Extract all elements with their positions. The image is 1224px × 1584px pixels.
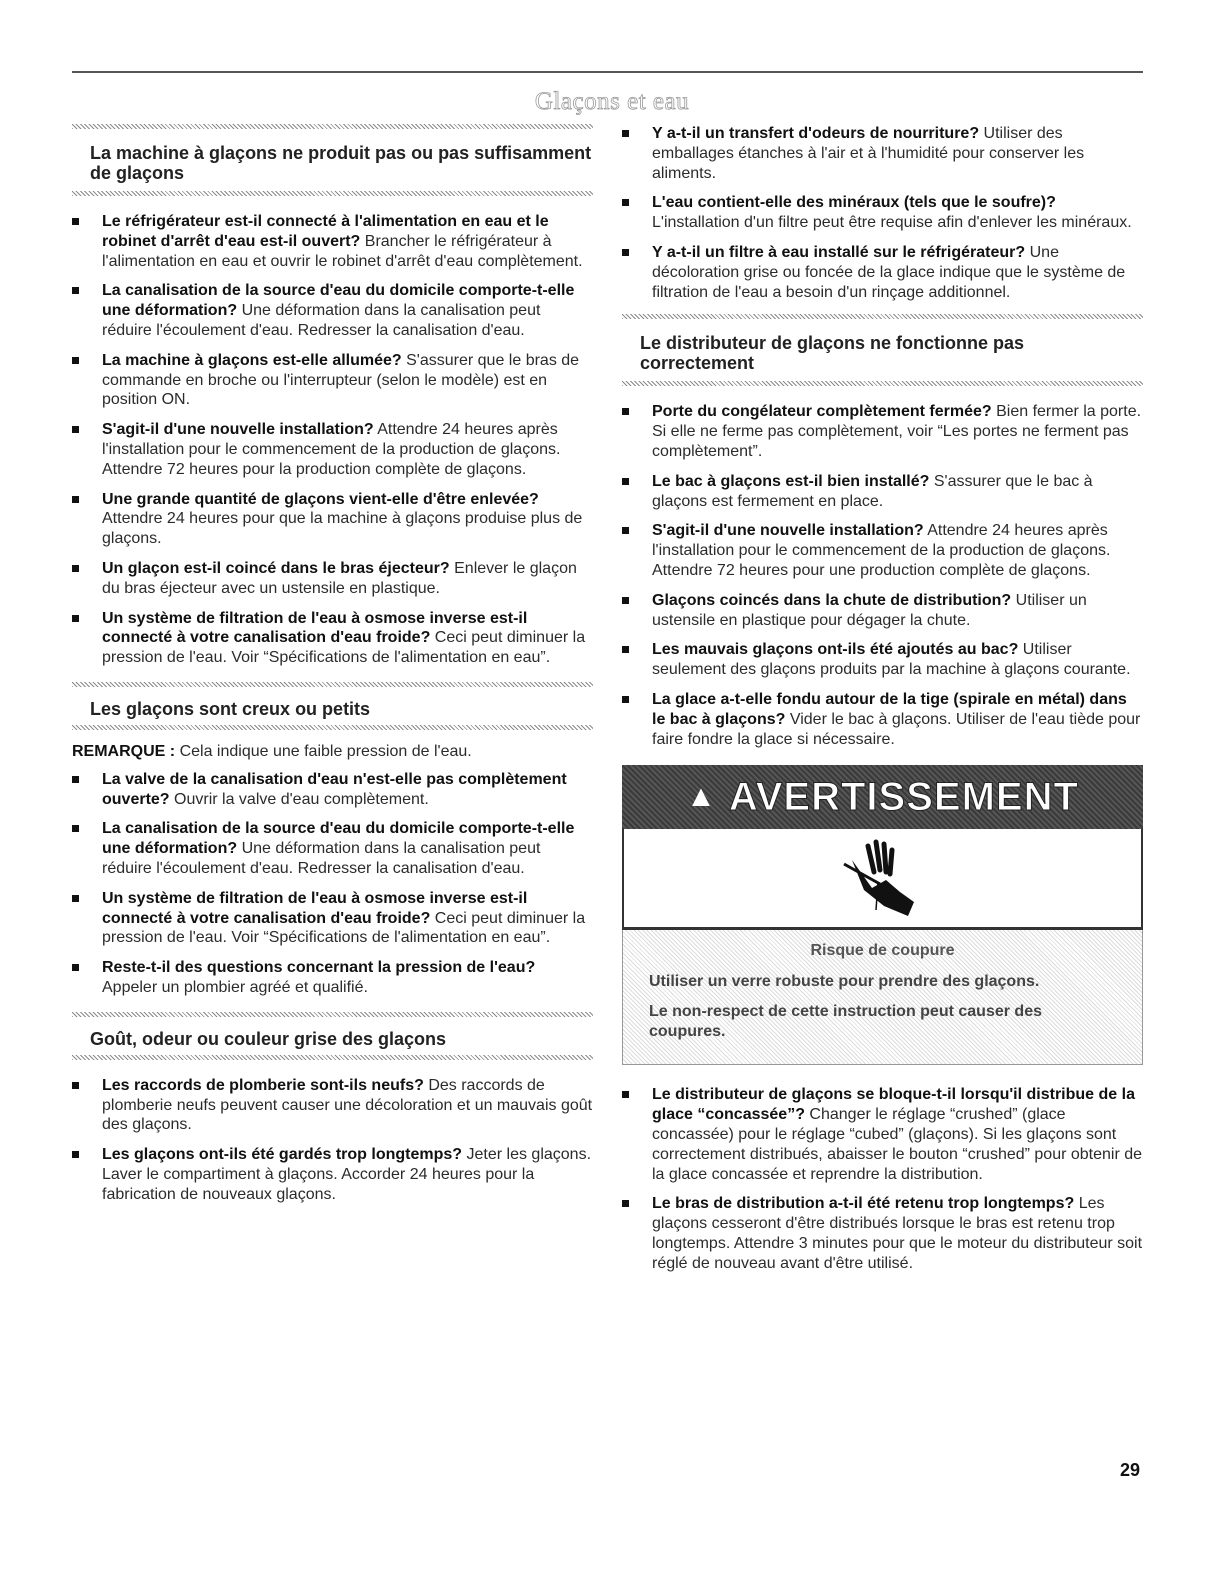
warning-header: ▲ AVERTISSEMENT [622, 765, 1143, 829]
right-column [622, 124, 1143, 1284]
list-item: Les glaçons ont-ils été gardés trop longtemps? Jeter les glaçons. Laver le compartiment à glaçons. Accorder 24 heures pour la fabrication de nouveaux glaçons. [72, 1145, 593, 1204]
list-item: La canalisation de la source d'eau du domicile comporte-t-elle une déformation? Une déformation dans la canalisation peut réduire l'écoulement d'eau. Redresser la canalisation d'eau. [72, 819, 593, 878]
warning-line: Le non-respect de cette instruction peut causer des coupures. [649, 1003, 1042, 1041]
list-item: La valve de la canalisation d'eau n'est-elle pas complètement ouverte? Ouvrir la valve d'eau complètement. [72, 770, 593, 810]
warning-line: Utiliser un verre robuste pour prendre des glaçons. [649, 973, 1040, 991]
dispenser-list-continued [622, 1085, 1143, 1273]
list-item: La glace a-t-elle fondu autour de la tige (spirale en métal) dans le bac à glaçons? Vider le bac à glaçons. Utiliser de l'eau tiède pour faire fondre la glace si nécessaire. [622, 690, 1143, 749]
list-item: Reste-t-il des questions concernant la pression de l'eau? Appeler un plombier agréé et qualifié. [72, 958, 593, 998]
list-item: La machine à glaçons est-elle allumée? S'assurer que le bras de commande en broche ou l'interrupteur (selon le modèle) est en position ON. [72, 351, 593, 410]
hollow-ice-list [72, 770, 593, 998]
list-item: Y a-t-il un filtre à eau installé sur le réfrigérateur? Une décoloration grise ou foncée de la glace indique que le système de filtration de l'eau a besoin d'un rinçage additionnel. [622, 243, 1143, 302]
page-number: 29 [1119, 1460, 1140, 1480]
section-divider [72, 191, 593, 196]
list-item: Le bras de distribution a-t-il été retenu trop longtemps? Les glaçons cesseront d'être distribués lorsque le bras est retenu trop longtemps. Attendre 3 minutes pour que le moteur du distributeur soit réglé de nouveau avant d'être utilisé. [622, 1194, 1143, 1273]
top-rule [72, 71, 1143, 73]
list-item: Porte du congélateur complètement fermée? Bien fermer la porte. Si elle ne ferme pas complètement, voir “Les portes ne ferment pas complètement”. [622, 402, 1143, 461]
note: REMARQUE : Cela indique une faible pression de l'eau. [72, 742, 472, 760]
list-item: Le réfrigérateur est-il connecté à l'alimentation en eau et le robinet d'arrêt d'eau est-il ouvert? Brancher le réfrigérateur à l'alimentation en eau et ouvrir le robinet d'arrêt d'eau complètement. [72, 212, 593, 271]
list-item: Les mauvais glaçons ont-ils été ajoutés au bac? Utiliser seulement des glaçons produits par la machine à glaçons courante. [622, 640, 1143, 680]
list-item: L'eau contient-elle des minéraux (tels que le soufre)? L'installation d'un filtre peut être requise afin d'enlever les minéraux. [622, 193, 1143, 233]
list-item: S'agit-il d'une nouvelle installation? Attendre 24 heures après l'installation pour le commencement de la production de glaçons. Attendre 72 heures pour une production complète de glaçons. [622, 521, 1143, 580]
list-item: Un glaçon est-il coincé dans le bras éjecteur? Enlever le glaçon du bras éjecteur avec un ustensile en plastique. [72, 559, 593, 599]
warning-text [622, 930, 1143, 1065]
list-item: Y a-t-il un transfert d'odeurs de nourriture? Utiliser des emballages étanches à l'air et à l'humidité pour conserver les aliments. [622, 124, 1143, 183]
list-item: Le distributeur de glaçons se bloque-t-il lorsqu'il distribue de la glace “concassée”? Changer le réglage “crushed” (glace concassée) pour le réglage “cubed” (glaçons). Si les glaçons sont correctement distribués, abaisser le bouton “crushed” pour obtenir de la glace concassée et reprendre la distribution. [622, 1085, 1143, 1184]
left-column [72, 124, 593, 1214]
warning-triangle-icon: ▲ [686, 780, 717, 814]
section-divider [622, 381, 1143, 386]
page-title: Glaçons et eau [534, 88, 690, 115]
ice-production-list [72, 212, 593, 668]
taste-odor-list-continued [622, 124, 1143, 302]
section-title-ice-production: La machine à glaçons ne produit pas ou pas suffisamment de glaçons [90, 143, 592, 183]
section-title-hollow-ice: Les glaçons sont creux ou petits [90, 698, 371, 719]
list-item: Les raccords de plomberie sont-ils neufs? Des raccords de plomberie neufs peuvent causer une décoloration et un mauvais goût des glaçons. [72, 1076, 593, 1135]
list-item: Glaçons coincés dans la chute de distribution? Utiliser un ustensile en plastique pour dégager la chute. [622, 591, 1143, 631]
list-item: Un système de filtration de l'eau à osmose inverse est-il connecté à votre canalisation d'eau froide? Ceci peut diminuer la pression de l'eau. Voir “Spécifications de l'alimentation en eau”. [72, 889, 593, 948]
list-item: Un système de filtration de l'eau à osmose inverse est-il connecté à votre canalisation d'eau froide? Ceci peut diminuer la pression de l'eau. Voir “Spécifications de l'alimentation en eau”. [72, 609, 593, 668]
list-item: Une grande quantité de glaçons vient-elle d'être enlevée? Attendre 24 heures pour que la machine à glaçons produise plus de glaçons. [72, 490, 593, 549]
section-divider [72, 725, 593, 730]
cut-hand-icon [622, 829, 1143, 927]
dispenser-list [622, 402, 1143, 749]
section-divider [72, 1055, 593, 1060]
list-item: La canalisation de la source d'eau du domicile comporte-t-elle une déformation? Une déformation dans la canalisation peut réduire l'écoulement d'eau. Redresser la canalisation d'eau. [72, 281, 593, 340]
warning-risk: Risque de coupure [810, 942, 955, 960]
taste-odor-list [72, 1076, 593, 1205]
list-item: Le bac à glaçons est-il bien installé? S'assurer que le bac à glaçons est fermement en place. [622, 472, 1143, 512]
section-title-taste-odor: Goût, odeur ou couleur grise des glaçons [90, 1028, 447, 1049]
list-item: S'agit-il d'une nouvelle installation? Attendre 24 heures après l'installation pour le commencement de la production de glaçons. Attendre 72 heures pour la production complète de glaçons. [72, 420, 593, 479]
warning-box [622, 765, 1143, 1065]
section-title-dispenser: Le distributeur de glaçons ne fonctionne pas correctement [640, 333, 1025, 374]
